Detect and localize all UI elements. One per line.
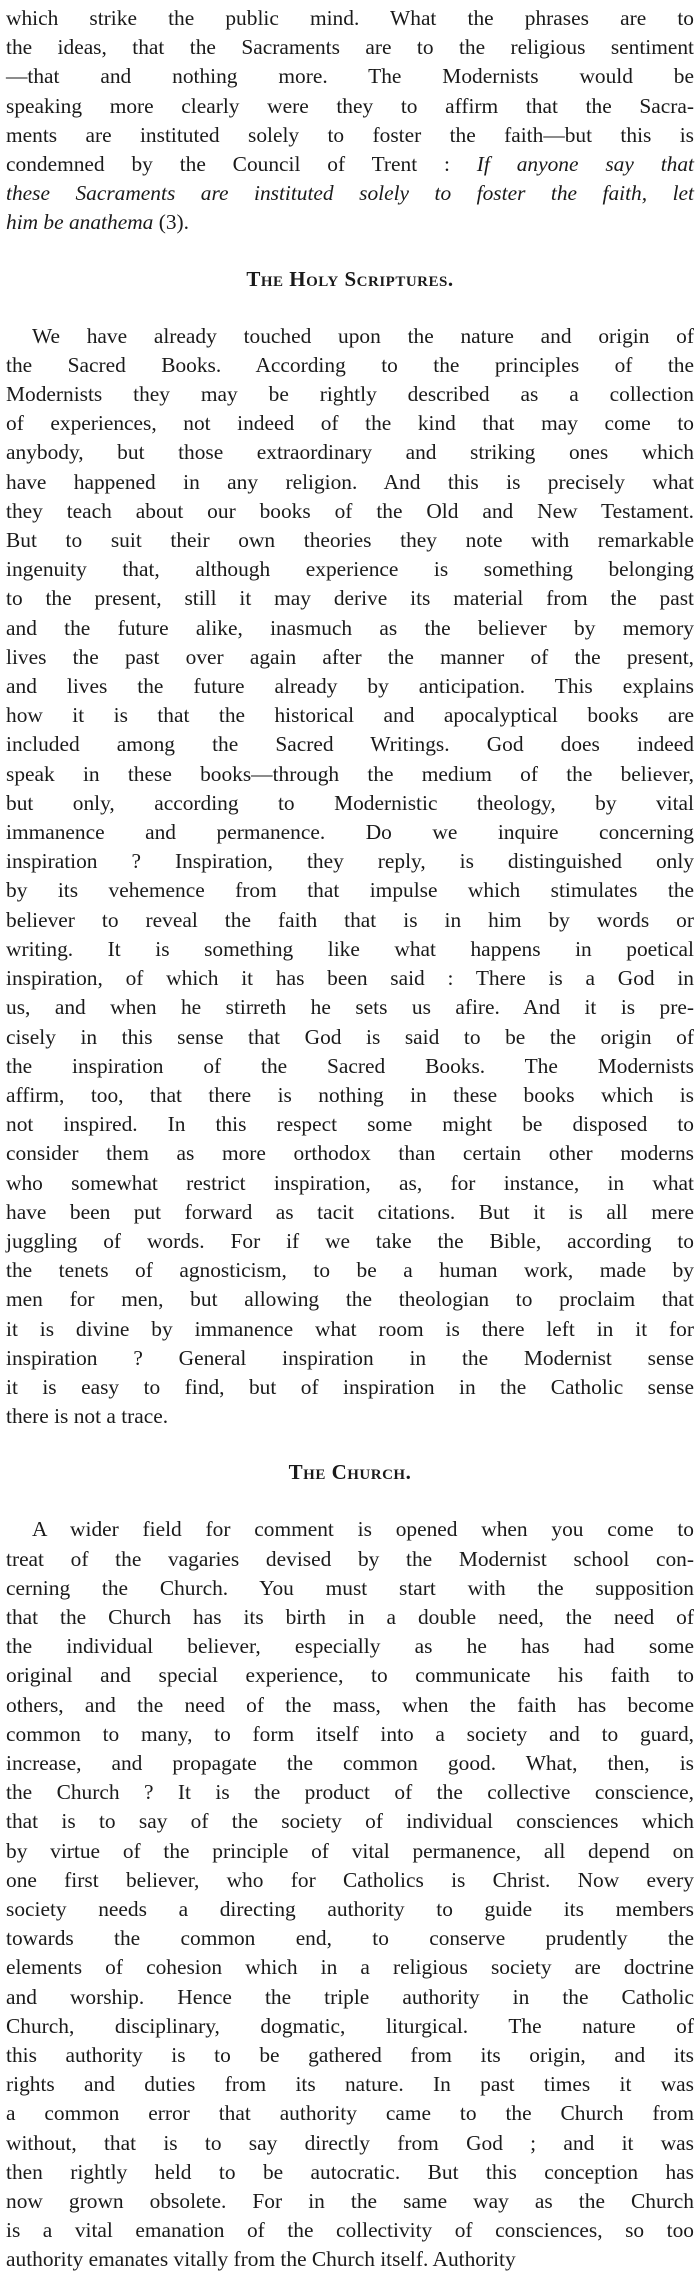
italic-quote: him be anathema	[6, 210, 154, 235]
text-line	[6, 150, 694, 179]
text-line: cerning the Church. You must start with the supposition	[6, 1575, 694, 1600]
footnote-ref: (3).	[158, 210, 189, 235]
text-line: the Sacred Books. According to the principles of the	[6, 352, 694, 377]
text-line: then rightly held to be autocratic. But this conception has	[6, 2159, 694, 2184]
text-segment: condemned by the Council of Trent :	[6, 152, 450, 177]
text-line: have happened in any religion. And this is precisely what	[6, 469, 694, 494]
text-line: how it is that the historical and apocalyptical books are	[6, 703, 694, 728]
text-line: rights and duties from its nature. In past times it was	[6, 2072, 694, 2097]
text-line: cisely in this sense that God is said to be the origin of	[6, 1024, 694, 1049]
section-heading-holy-scriptures: The Holy Scriptures.	[246, 266, 454, 291]
text-line: included among the Sacred Writings. God does indeed	[6, 732, 694, 757]
text-line: treat of the vagaries devised by the Modernist school con-	[6, 1546, 694, 1571]
text-line: and worship. Hence the triple authority in the Catholic	[6, 1984, 694, 2009]
text-line: men for men, but allowing the theologian to proclaim that	[6, 1287, 694, 1312]
text-line: it is divine by immanence what room is there left in it for	[6, 1316, 694, 1341]
text-line: there is not a trace.	[6, 1404, 169, 1429]
text-line: towards the common end, to conserve prudently the	[6, 1926, 694, 1951]
text-line: original and special experience, to communicate his faith to	[6, 1663, 694, 1688]
text-line: by virtue of the principle of vital permanence, all depend on	[6, 1838, 694, 1863]
text-line: without, that is to say directly from God ; and it was	[6, 2130, 694, 2155]
italic-quote: If anyone say that	[476, 152, 694, 177]
text-line: have been put forward as tacit citations. But it is all mere	[6, 1199, 694, 1224]
text-line: they teach about our books of the Old and New Testament.	[6, 498, 694, 523]
text-line: now grown obsolete. For in the same way as the Church	[6, 2189, 694, 2214]
text-line: that is to say of the society of individual consciences which	[6, 1809, 694, 1834]
text-line: which strike the public mind. What the phrases are to	[6, 6, 694, 30]
text-line: increase, and propagate the common good. What, then, is	[6, 1750, 694, 1775]
text-line: A wider field for comment is opened when you come to	[32, 1517, 694, 1542]
text-line: this authority is to be gathered from its origin, and its	[6, 2043, 694, 2067]
text-line: is a vital emanation of the collectivity of consciences, so too	[6, 2218, 694, 2243]
text-line: inspiration ? Inspiration, they reply, is distinguished only	[6, 849, 694, 874]
text-line: it is easy to find, but of inspiration in the Catholic sense	[6, 1374, 694, 1399]
text-line: consider them as more orthodox than certain other moderns	[6, 1141, 694, 1166]
text-line: others, and the need of the mass, when the faith has become	[6, 1692, 694, 1717]
text-line	[6, 208, 694, 237]
text-line: speaking more clearly were they to affirm that the Sacra-	[6, 93, 694, 118]
text-line: authority emanates vitally from the Church itself. Authority	[6, 2247, 516, 2272]
text-line: juggling of words. For if we take the Bible, according to	[6, 1228, 694, 1253]
text-line: who somewhat restrict inspiration, as, for instance, in what	[6, 1170, 694, 1195]
text-line: but only, according to Modernistic theology, by vital	[6, 790, 694, 815]
section-heading-church: The Church.	[288, 1460, 412, 1485]
italic-quote: these Sacraments are instituted solely to foster the faith, let	[6, 181, 694, 206]
text-line: affirm, too, that there is nothing in these books which is	[6, 1082, 694, 1107]
text-line: the individual believer, especially as he has had some	[6, 1634, 694, 1659]
text-line: But to suit their own theories they note with remarkable	[6, 528, 694, 553]
text-line: ingenuity that, although experience is something belonging	[6, 557, 694, 582]
text-line: to the present, still it may derive its material from the past	[6, 586, 694, 611]
text-line: that the Church has its birth in a double need, the need of	[6, 1604, 694, 1629]
text-line: common to many, to form itself into a society and to guard,	[6, 1721, 694, 1746]
text-line	[6, 179, 694, 208]
text-line: inspiration, of which it has been said : There is a God in	[6, 966, 694, 991]
text-line: ments are instituted solely to foster the faith—but this is	[6, 122, 694, 147]
text-line: society needs a directing authority to guide its members	[6, 1896, 694, 1921]
text-line: writing. It is something like what happens in poetical	[6, 936, 694, 961]
text-line: —that and nothing more. The Modernists would be	[6, 64, 694, 89]
text-line: and the future alike, inasmuch as the believer by memory	[6, 615, 694, 640]
church-paragraph	[6, 1515, 694, 2274]
text-line: the inspiration of the Sacred Books. The Modernists	[6, 1053, 694, 1078]
text-line: Church, disciplinary, dogmatic, liturgical. The nature of	[6, 2013, 694, 2038]
text-line: anybody, but those extraordinary and striking ones which	[6, 440, 694, 465]
text-line: Modernists they may be rightly described as a collection	[6, 382, 694, 407]
text-line: inspiration ? General inspiration in the Modernist sense	[6, 1345, 694, 1370]
text-line: believer to reveal the faith that is in him by words or	[6, 907, 694, 932]
text-line: and lives the future already by anticipation. This explains	[6, 674, 694, 699]
text-line: a common error that authority came to the Church from	[6, 2101, 694, 2126]
text-line: lives the past over again after the manner of the present,	[6, 644, 694, 669]
text-line: not inspired. In this respect some might be disposed to	[6, 1112, 694, 1137]
text-line: the tenets of agnosticism, to be a human work, made by	[6, 1258, 694, 1283]
text-line: the ideas, that the Sacraments are to the religious sentiment	[6, 35, 694, 60]
intro-paragraph	[6, 4, 694, 238]
text-line: the Church ? It is the product of the collective conscience,	[6, 1780, 694, 1805]
holy-scriptures-paragraph	[6, 322, 694, 1432]
text-line: speak in these books—through the medium of the believer,	[6, 761, 694, 786]
text-line: by its vehemence from that impulse which stimulates the	[6, 878, 694, 903]
text-line: us, and when he stirreth he sets us afire. And it is pre-	[6, 995, 694, 1020]
text-line: We have already touched upon the nature and origin of	[32, 323, 694, 348]
text-line: immanence and permanence. Do we inquire concerning	[6, 820, 694, 845]
text-line: one first believer, who for Catholics is Christ. Now every	[6, 1867, 694, 1892]
text-line: of experiences, not indeed of the kind that may come to	[6, 411, 694, 436]
text-line: elements of cohesion which in a religious society are doctrine	[6, 1955, 694, 1980]
